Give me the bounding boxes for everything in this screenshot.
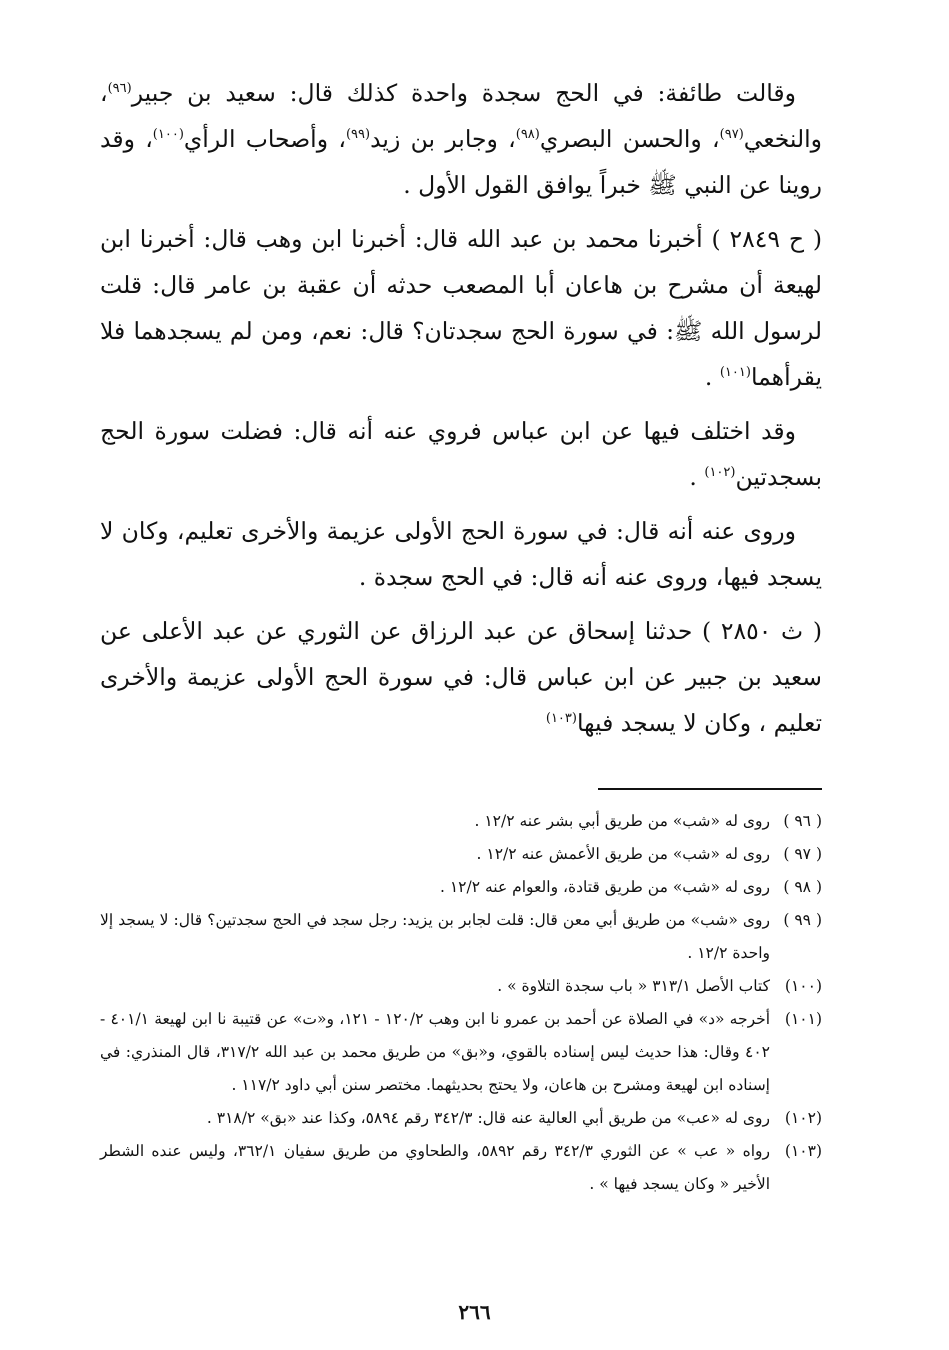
text-run: وروى عنه أنه قال: في سورة الحج الأولى عزيمة والأخرى تعليم، وكان لا يسجد فيها، وروى عنه أنه قال: في الحج سجدة . [100,517,822,591]
text-run: ، وقد روينا عن النبي ﷺ خبراً يوافق القول الأول . [100,125,822,199]
text-run: ، والنخعي [100,79,822,153]
text-run: ( ح ٢٨٤٩ ) أخبرنا محمد بن عبد الله قال: أخبرنا ابن وهب قال: أخبرنا ابن لهيعة أن مشرح بن هاعان أبا المصعب حدثه أن عقبة بن عامر قال: قلت لرسول الله ﷺ: في سورة الحج سجدتان؟ قال: نعم، ومن لم يسجدهما فلا يقرأهما [100,225,822,391]
footnote-number: ( ٩٦ ) [783,812,822,830]
footnote-98 [100,871,822,904]
paragraph-5 [100,608,822,746]
footnote-text: روى له «شب» من طريق أبي بشر عنه ١٢/٢ . [474,812,770,830]
footnote-99 [100,904,822,970]
footnote-102 [100,1102,822,1135]
footnote-text: روى «شب» من طريق أبي معن قال: قلت لجابر بن يزيد: رجل سجد في الحج سجدتين؟ قال: لا يسجد إلا واحدة ١٢/٢ . [100,911,770,962]
footnote-ref-97[interactable]: (٩٧) [719,127,744,143]
footnote-text: كتاب الأصل ٣١٣/١ « باب سجدة التلاوة » . [497,977,770,995]
footnote-text: رواه « عب » عن الثوري ٣٤٢/٣ رقم ٥٨٩٢، والطحاوي من طريق سفيان ٣٦٢/١، وليس عنده الشطر الأخير « وكان يسجد فيها » . [100,1142,770,1193]
text-run: وقد اختلف فيها عن ابن عباس فروي عنه أنه قال: فضلت سورة الحج بسجدتين [100,417,822,491]
footnote-ref-100[interactable]: (١٠٠) [152,127,184,143]
footnote-number: ( ٩٧ ) [783,845,822,863]
footnote-divider [598,788,822,790]
footnote-ref-101[interactable]: (١٠١) [719,365,751,381]
footnote-ref-99[interactable]: (٩٩) [345,127,371,143]
footnote-97 [100,838,822,871]
footnote-number: (١٠٠) [784,977,822,995]
footnote-number: ( ٩٩ ) [783,911,822,929]
footnote-96 [100,805,822,838]
footnote-text: روى له «عب» من طريق أبي العالية عنه قال: ٣٤٢/٣ رقم ٥٨٩٤، وكذا عند «بق» ٣١٨/٢ . [206,1109,770,1127]
footnote-ref-96[interactable]: (٩٦) [107,81,132,97]
text-run: وقالت طائفة: في الحج سجدة واحدة كذلك قال: سعيد بن جبير [131,79,796,107]
footnote-101 [100,1003,822,1102]
text-run: ( ث ٢٨٥٠ ) حدثنا إسحاق عن عبد الرزاق عن الثوري عن عبد الأعلى عن سعيد بن جبير عن ابن عباس قال: في سورة الحج الأولى عزيمة والأخرى تعليم ، وكان لا يسجد فيها [100,617,822,737]
footnote-number: ( ٩٨ ) [783,878,822,896]
paragraph-2 [100,216,822,400]
footnote-number: (١٠١) [784,1010,822,1028]
paragraph-3 [100,408,822,500]
paragraph-4 [100,508,822,600]
footnote-103 [100,1135,822,1201]
footnotes [100,805,822,1201]
footnote-ref-102[interactable]: (١٠٢) [704,465,736,481]
text-run: . [689,463,705,491]
main-text [100,70,822,754]
text-run: ، وأصحاب الرأي [183,125,346,153]
footnote-ref-103[interactable]: (١٠٣) [545,711,577,727]
text-run: ، وجابر بن زيد [370,125,516,153]
footnote-number: (١٠٢) [784,1109,822,1127]
page-number: ٢٦٦ [458,1300,491,1324]
text-run: . [704,363,720,391]
footnote-100 [100,970,822,1003]
footnote-text: روى له «شب» من طريق الأعمش عنه ١٢/٢ . [476,845,770,863]
footnote-text: روى له «شب» من طريق قتادة، والعوام عنه ١٢/٢ . [440,878,770,896]
footnote-number: (١٠٣) [784,1142,822,1160]
footnote-text: أخرجه «د» في الصلاة عن أحمد بن عمرو نا ابن وهب ١٢٠/٢ - ١٢١، و«ت» عن قتيبة نا ابن لهيعة ٤٠١/١ - ٤٠٢ وقال: هذا حديث ليس إسناده بالقوي، و«بق» من طريق محمد بن عبد الله ٣١٧/٢، قال المنذري: في إسناده ابن لهيعة ومشرح بن هاعان، ولا يحتج بحديثهما. مختصر سنن أبي داود ١١٧/٢ . [100,1010,771,1094]
paragraph-1 [100,70,822,208]
footnote-ref-98[interactable]: (٩٨) [515,127,540,143]
text-run: ، والحسن البصري [539,125,720,153]
